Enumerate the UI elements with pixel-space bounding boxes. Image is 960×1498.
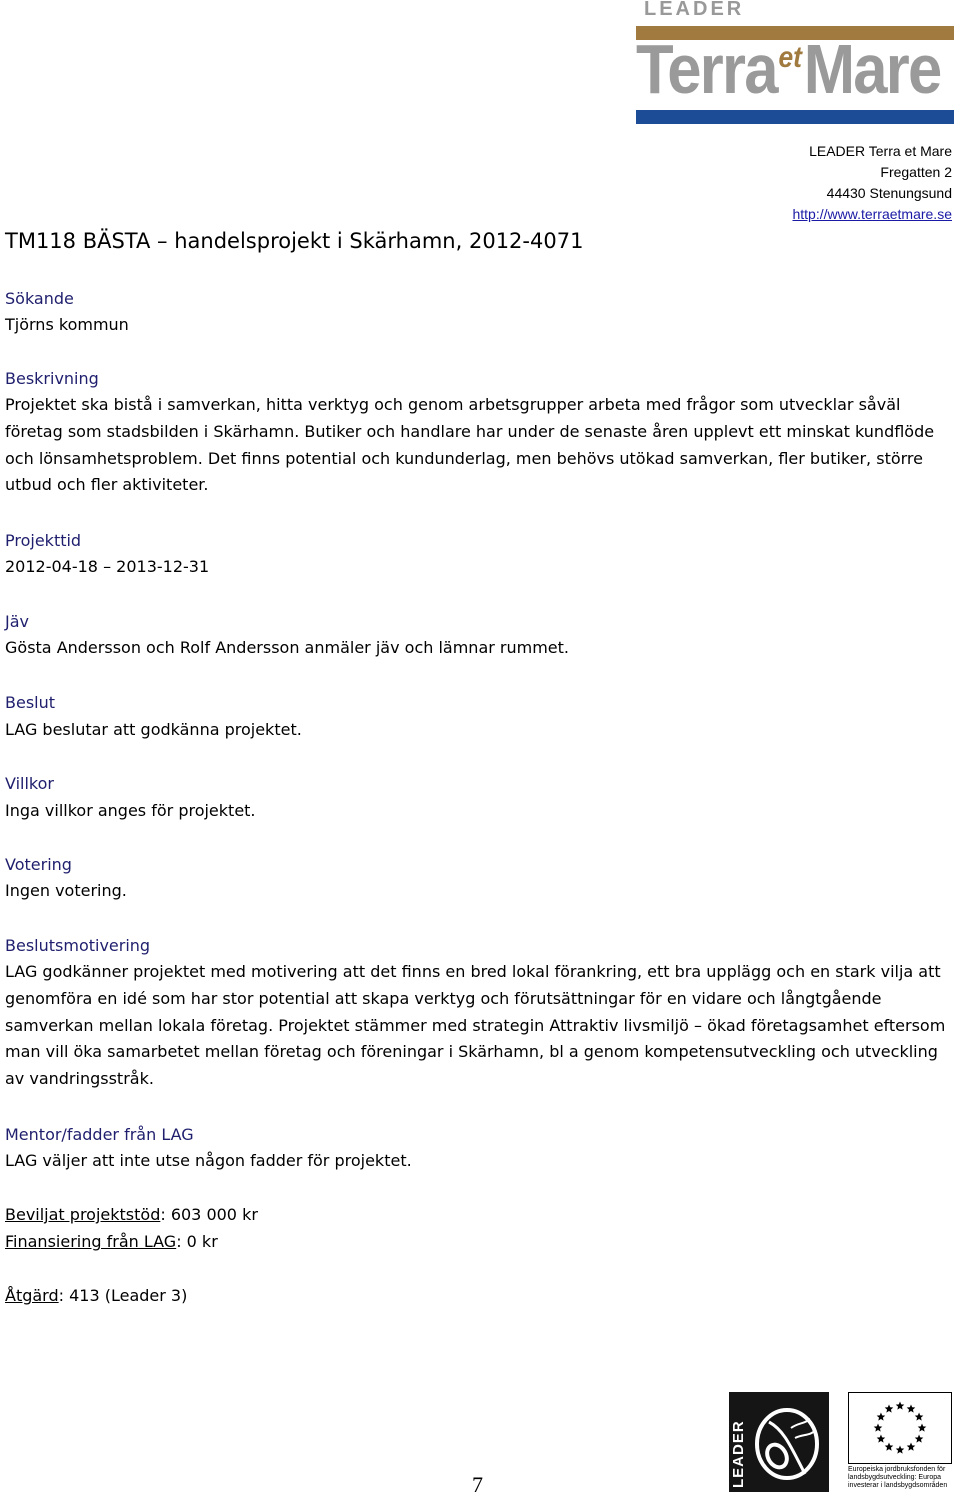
- atgard-label: Åtgärd: [5, 1286, 59, 1305]
- address-block: [792, 141, 952, 225]
- atgard-value: : 413 (Leader 3): [58, 1286, 188, 1305]
- eu-star-icon: [915, 1435, 924, 1443]
- text-votering: Ingen votering.: [5, 881, 127, 900]
- heading-beskrivning: Beskrivning: [5, 369, 99, 388]
- finansiering-fran-lag: [5, 1232, 218, 1251]
- logo-leader-text: LEADER: [644, 0, 745, 20]
- text-sokande: Tjörns kommun: [5, 315, 129, 334]
- atgard: [5, 1286, 187, 1305]
- heading-votering: Votering: [5, 855, 72, 874]
- page-title: TM118 BÄSTA – handelsprojekt i Skärhamn, 2012-4071: [5, 229, 584, 253]
- eu-star-icon: [885, 1404, 894, 1412]
- eu-flag: [848, 1392, 952, 1464]
- eu-star-icon: [877, 1435, 886, 1443]
- eu-star-icon: [885, 1443, 894, 1451]
- beviljat-value: : 603 000 kr: [160, 1205, 258, 1224]
- heading-mentor: Mentor/fadder från LAG: [5, 1125, 194, 1144]
- heading-villkor: Villkor: [5, 774, 54, 793]
- eu-star-icon: [896, 1446, 905, 1454]
- beviljat-label: Beviljat projektstöd: [5, 1205, 161, 1224]
- eu-flag-logo: [848, 1392, 952, 1495]
- heading-sokande: Sökande: [5, 289, 74, 308]
- eu-star-icon: [907, 1404, 916, 1412]
- eu-star-icon: [918, 1424, 927, 1432]
- beviljat-projektstod: [5, 1205, 258, 1224]
- text-beslutsmotivering: LAG godkänner projektet med motivering att det finns en bred lokal förankring, ett bra upplägg och en stark vilja att genomföra en idé som har stor potential att skapa verktyg och förutsättningar för en vidare och långtgående samverkan mellan lokala företag. Projektet stämmer med strategin Attraktiv livsmiljö – ökad företagsamhet eftersom man vill öka samarbetet mellan företag och föreningar i Skärhamn, bl a genom kompetensutveckling och utveckling av vandringsstråk.: [5, 962, 946, 1089]
- finansiering-label: Finansiering från LAG: [5, 1232, 177, 1251]
- heading-jav: Jäv: [5, 612, 29, 631]
- logo-wordmark: Terra$^{et}$Mare: [636, 30, 941, 108]
- street-address: Fregatten 2: [880, 164, 952, 180]
- heading-projekttid: Projekttid: [5, 531, 82, 550]
- heading-beslutsmotivering: Beslutsmotivering: [5, 936, 151, 955]
- logo-blue-band: [636, 110, 954, 124]
- eu-star-icon: [915, 1413, 924, 1421]
- text-projekttid: 2012-04-18 – 2013-12-31: [5, 557, 210, 576]
- text-beslut: LAG beslutar att godkänna projektet.: [5, 720, 302, 739]
- leader-logo: [729, 1392, 829, 1492]
- eu-caption: Europeiska jordbruksfonden för landsbygdsutveckling: Europa investerar i landsbygdsområden: [848, 1466, 948, 1489]
- text-villkor: Inga villkor anges för projektet.: [5, 801, 256, 820]
- text-mentor: LAG väljer att inte utse någon fadder för projektet.: [5, 1151, 412, 1170]
- postal-address: 44430 Stenungsund: [826, 185, 952, 201]
- website-link[interactable]: http://www.terraetmare.se: [792, 206, 952, 222]
- leader-logo-text: LEADER: [730, 1420, 747, 1488]
- text-beskrivning: Projektet ska bistå i samverkan, hitta verktyg och genom arbetsgrupper arbeta med frågor som utvecklar såväl företag som stadsbilden i Skärhamn. Butiker och handlare har under de senaste åren upplevt ett minskat kundflöde och lönsamhetsproblem. Det finns potential och kundunderlag, men behövs utökad samverkan, fler butiker, större utbud och fler aktiviteter.: [5, 395, 935, 495]
- eu-star-icon: [907, 1443, 916, 1451]
- eu-star-icon: [877, 1413, 886, 1421]
- terra-et-mare-logo: [636, 0, 954, 128]
- finansiering-value: : 0 kr: [176, 1232, 218, 1251]
- page-number: 7: [472, 1472, 483, 1497]
- heading-beslut: Beslut: [5, 693, 56, 712]
- eu-star-icon: [896, 1402, 905, 1410]
- text-jav: Gösta Andersson och Rolf Andersson anmäler jäv och lämnar rummet.: [5, 638, 569, 657]
- eu-star-icon: [874, 1424, 883, 1432]
- org-name: LEADER Terra et Mare: [809, 143, 952, 159]
